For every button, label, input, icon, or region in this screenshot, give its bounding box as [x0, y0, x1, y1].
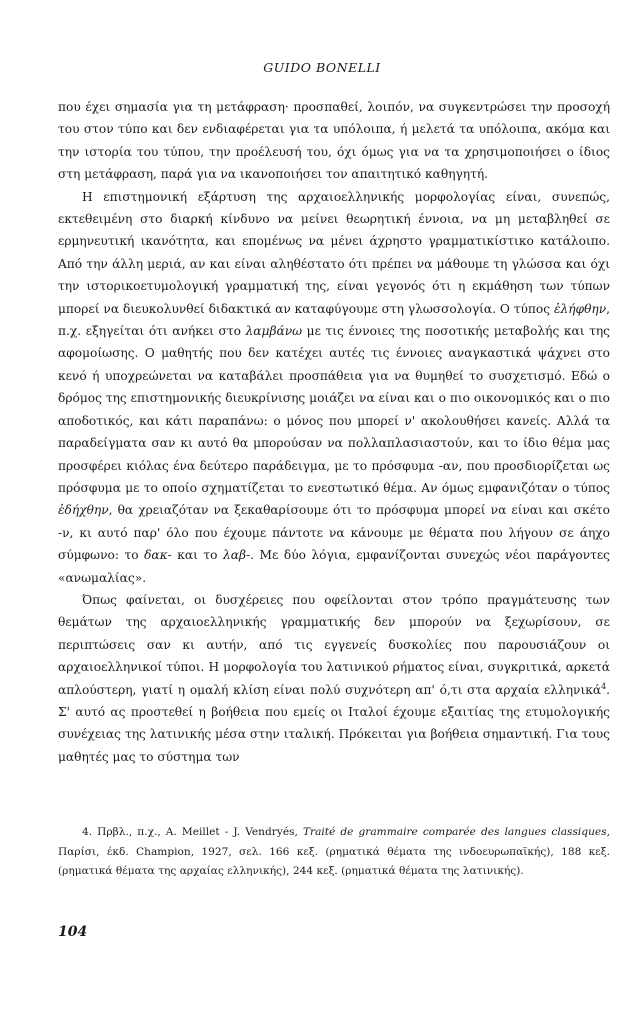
- paragraph-2-text-f: . Με δύο λόγια, εμφανίζονται συνεχώς νέοι παράγοντες «ανωμαλίας».: [58, 548, 611, 585]
- paragraph-2: [58, 186, 610, 589]
- italic-term-lamvano: λαμβάνω: [245, 324, 303, 339]
- paragraph-2-text-d: , θα χρειαζόταν να ξεκαθαρίσουμε ότι το πρόσφυμα μπορεί να είναι και σκέτο -ν, κι αυτό παρ' όλο που έχουμε πάντοτε να κάνουμε με θέματα που λήγουν σε άηχο σύμφωνο: το: [58, 503, 610, 563]
- paragraph-2-text-c: με τις έννοιες της ποσοτικής μεταβολής και της αφομοίωσης. Ο μαθητής που δεν κατέχει αυτές τις έννοιες αναγκαστικά ψάχνει στο κενό ή υποχρεώνεται να καταβάλει προσπάθεια για να θυμηθεί το συσχετισμό. Εδώ ο δρόμος της επιστημονικής διευκρίνισης μοιάζει να είναι και ο πιο οικονομικός και ο πιο αποδοτικός, και κάτι παραπάνω: ο μόνος που μπορεί ν' ακολουθήσει κανείς. Αλλά τα παραδείγματα σαν κι αυτό θα μπορούσαν να πολλαπλασιαστούν, και το ίδιο θέμα μας προσφέρει κιόλας ένα δεύτερο παράδειγμα, με το πρόσφυμα -αν, που προσδιορίζεται ως πρόσφυμα με το οποίο σχηματίζεται το ενεστωτικό θέμα. Αν όμως εμφανιζόταν ο τύπος: [58, 324, 610, 495]
- footnote-book-title: Traité de grammaire comparée des langues classiques: [302, 826, 607, 838]
- italic-term-lav: λαβ-: [223, 548, 251, 563]
- italic-term-elefthen: ἐλήφθην: [553, 301, 607, 316]
- paragraph-2-text-b: , π.χ. εξηγείται ότι ανήκει στο: [58, 301, 610, 339]
- running-header: GUIDO BONELLI: [263, 60, 381, 75]
- footnote-text-a: 4. Πρβλ., π.χ., A. Meillet - J. Vendryés,: [82, 826, 303, 838]
- paragraph-2-text-e: και το: [171, 548, 224, 563]
- main-text: [58, 96, 610, 768]
- paragraph-2-text-a: Η επιστημονική εξάρτυση της αρχαιοελληνικής μορφολογίας είναι, συνεπώς, εκτεθειμένη στο διαρκή κίνδυνο να μείνει θεωρητική έννοια, να μη μεταβληθεί σε ερμηνευτική ικανότητα, και επομένως να μένει άχρηστο γραμματικίστικο κατάλοιπο. Από την άλλη μεριά, αν και είναι αληθέστατο ότι πρέπει να μάθουμε τη γλώσσα και όχι την ιστορικοετυμολογική γραμματική της, είναι γεγονός ότι η εκμάθηση των τύπων μπορεί να διευκολυνθεί διδακτικά αν καταφύγουμε στη γλωσσολογία. Ο τύπος: [58, 189, 610, 316]
- paragraph-3-text-a: Όπως φαίνεται, οι δυσχέρειες που οφείλονται στον τρόπο πραγμάτευσης των θεμάτων της αρχαιοελληνικής γραμματικής δεν μπορούν να ξεχωρίσουν, σε περιπτώσεις σαν κι αυτήν, από τις εγγενείς δυσκολίες που παρουσιάζουν οι αρχαιοελληνικοί τύποι. Η μορφολογία του λατινικού ρήματος είναι, συγκριτικά, αρκετά απλούστερη, γιατί η ομαλή κλίση είναι πολύ συχνότερη απ' ό,τι στα αρχαία ελληνικά: [58, 592, 610, 697]
- italic-term-edechthen: ἐδήχθην: [58, 503, 109, 518]
- footnote-text-b: , Παρίσι, έκδ. Champion, 1927, σελ. 166 κεξ. (ρηματικά θέματα της ινδοευρωπαϊκής), 188 κεξ. (ρηματικά θέματα της αρχαίας ελληνικής), 244 κεξ. (ρηματικά θέματα της λατινικής).: [58, 826, 610, 877]
- paragraph-3-text-b: . Σ' αυτό ας προστεθεί η βοήθεια που εμείς οι Ιταλοί έχουμε εξαιτίας της ετυμολογικής συνέχειας της λατινικής μέσα στην ιταλική. Πρόκειται για βοήθεια σημαντική. Για τους μαθητές μας το σύστημα των: [58, 682, 610, 764]
- page-number: 104: [58, 924, 88, 940]
- footnote-marker[interactable]: 4: [601, 681, 607, 691]
- paragraph-3: [58, 589, 610, 768]
- footnote: [58, 823, 610, 882]
- italic-term-dak: δακ-: [144, 548, 172, 563]
- footnote-4: [58, 823, 610, 882]
- paragraph-1: που έχει σημασία για τη μετάφραση· προσπαθεί, λοιπόν, να συγκεντρώσει την προσοχή του στον τύπο και δεν ενδιαφέρεται για τα υπόλοιπα, ή μελετά τα υπόλοιπα, ακόμα και την ιστορία του τύπου, την προέλευσή του, όχι όμως για να τα χρησιμοποιήσει ο ίδιος στη μετάφραση, παρά για να ικανοποιήσει τον απαιτητικό καθηγητή.: [58, 100, 610, 182]
